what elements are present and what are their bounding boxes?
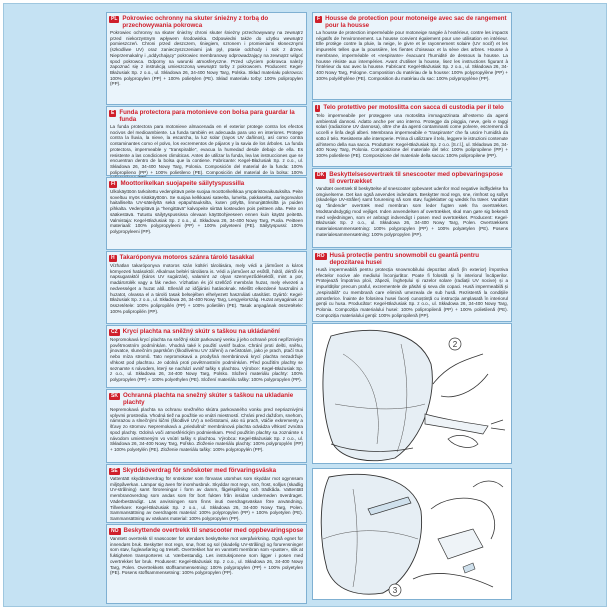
block-header — [107, 465, 306, 475]
illustration-panel-1 — [312, 323, 512, 464]
language-code-badge: E — [111, 110, 115, 116]
block-text: Nepremokavá plachta na ochranu snežného skútra parkovaného vonku pred nepriaznivými vplyvmi prostredia. Vhodná tiež na použitie vo vnútri miestností. Chráni pred dažďom, snehom, námrazou a slnečnými lúčmi (škodlivé UV) a nečistotami, ako sú prach, vtáčie exkrementy a šťavy zo stromov. Nepremokavá a „priedušná“ membránová plachta odvádza vlhkosť zvnútra spod plachty. Odolná voči atmosférickým podmienkam. Pred použitím plachty sa zoznámte s návodom umiestneným vo vnútri tašky s plachtou. Výrobca: Kegel-Błażusiak Sp. z o.o., ul. Składowa 26, 34-400 Nowy Targ, Poľsko. Zloženie materiálu plachty: 100% polypropylén (PP) + 100% polyetylén (PE). Zloženie materiálu tašky: 100% polypropylén (PP). — [110, 407, 303, 452]
language-block-h — [106, 251, 307, 324]
block-text: Vízhatlan takaróponyva motoros szán kültéri tárolására, mely védi a járművet a káros környezeti hatásoktól. Alkalmas beltéri tárolásra is. Védi a járművet az esőtől, hótól, dértől és napsugaraktól (káros UV sugárzás), valamint az olyan szennyeződésektől, mint a por, madárürülék vagy a fák nedve. Vízhatlan és jól szellőző membrán huzat, mely elvezeti a nedvességet a huzat alól. Ellenáll az időjárási hatásoknak. Mielőtt elkezdené használni a huzatot, olvassa el a tároló tasak belsejében elhelyezett használati utasítást. Gyártó: Kegel-Błażusiak Sp. z o.o., ul. Składowa 26, 34-400 Nowy Targ, Lengyelország. Huzat anyagának az összetétele: 100% polipropilén (PP) + 100% polietilén (PE). Tasak anyagának összetétele: 100% polipropilén (PP). — [110, 263, 303, 314]
language-block-fi — [106, 177, 307, 250]
block-title: Beskyttelsesovertræk til snescooter med opbevaringspose til overtrækket — [329, 171, 503, 185]
language-block-e — [106, 106, 307, 176]
block-header — [107, 252, 306, 262]
covered-snowmobile-drawing — [323, 330, 432, 460]
language-code-badge: PL — [111, 16, 118, 22]
block-text: Husă impermeabilă pentru protecția snowmobilului depozitat afară (în exterior) împotriva efectelor nocive ale mediului înconjurător. Poate fi folosită și în interiorul încăperilor. Protejează împotriva ploii, zăpezii, înghețului și razelor solare (radiații UV nocive) și a impurităților precum praful, excrementele de păsări și seva din copaci. Husă impermeabilă și „respirabilă” cu membrană care elimină umezeala de sub husă. Rezistentă la condițiile atmosferice. Înainte de folosirea husei faceți cunoștință cu instrucția amplasată în interiorul genții cu husa. Producător: Kegel-Błażusiak Sp. z o.o., ul. Składowa 26, 34-400 Nowy Targ, Polonia. Compoziția materialului husei: 100% polipropilenă (PP) + 100% polietilenă (PE). Compoziția materialului genții: 100% polipropilenă (PP). — [316, 267, 508, 318]
language-code-badge: FI — [111, 181, 116, 187]
block-text: La housse de protection imperméable pour motoneige rangée à l’extérieur, contre les impacts négatifs de l’environnement. La housse convient également pour une utilisation en intérieur. Elle protège contre la pluie, la neige, le givre et le rayonnement solaire (UV nocif) et les impuretés telles que la poussière, les fientes d’oiseaux et la sève des arbres. Housse à membrane, imperméable et «respirante» évacuant l’humidité de dessous la housse. La housse résiste aux intempéries. Avant d’utiliser la housse, lisez les instructions figurant à l’intérieur du sac avec la housse. Fabricant: Kegel-Błażusiak Sp. z o.o., ul. Składowa 26, 34-400 Nowy Targ, Pologne. Composition du matériau de la housse: 100% polypropylène (PP) + 100% polyéthylène (PE). Composition du matériau du sac: 100% polypropylène (PP). — [316, 30, 508, 81]
block-header — [107, 178, 306, 188]
language-block-pl — [106, 12, 307, 105]
language-block-cz — [106, 325, 307, 388]
language-code-badge: SE — [111, 468, 118, 474]
block-text: Vandtæt overtræk til beskyttelse af snescooter opbevaret udenfor mod negative indflydelse fra omgivelserne. Det kan også anvendes indendørs. Beskytter mod regn, sne, rimfrost og sollys (skadelige UV-stråler) samt forurening så som støv, fugleklatter og vædsk fra træer. Vandtæt og ”åndende” overtræk med membran som leder fugten væk fra overtrækket. Modstandsdygtig mod vejliget. Inden anvendelsen af overtrækket, skal man gøre sig bekendt med vejledningen, som er anbragt indvendigt i posen med overtrækket. Producent: Kegel-Błażusiak Sp. z o.o., ul. Składowa 26, 34-400 Nowy Targ, Polen. Overtrækkets materialesammensætning: 100% polypropylen (PP) + 100% polyætylen (PE). Posens materialesammensætning: 100% polypropylen (PP). — [316, 186, 508, 237]
language-code-badge: CZ — [111, 329, 118, 335]
language-code-badge: F — [317, 16, 321, 22]
block-header — [313, 250, 511, 266]
block-title: Beskyttende overtrekk til snøscooter med oppbevaringspose — [123, 527, 304, 534]
block-header — [313, 13, 511, 29]
block-text: Vanntett overtrekk til snøscooter for utendørs beskyttelse mot værpåvirkning. Også egnet for innendørs bruk. Beskytter mot regn, snø, frost og sol (skadelig UV-stråling) og forurensninger som støv, fugleavføring og treseft. Overtrekket har en vanntett membran som «puster», slik at fuktigheten transporteres ut. Værbestandig. Les instruksjonene som ligger i posen med overtrekket før bruk. Produsent: Kegel-Błażusiak Sp. z o.o., ul. Składowa 26, 34-400 Nowy Targ, Polen. Overtrekkets stoffsammensetning: 100% polypropylen (PP) + 100% polyetylen (PE). Posens stoffsammensetning: 100% polypropylen (PP). — [110, 536, 303, 576]
leaflet-sheet — [3, 3, 607, 607]
block-text: Vattentätt skyddsöverdrag för snöskoter som förvaras utomhus som skyddar mot ogynnsam miljöpåverkan. Lämpar sig även för inomhusbruk. Skyddar mot regn, snö, frost, solljus (skadlig UV-strålning) samt föroreningar i form av damm, fågelspillning och trädkåda. Vattentätt membranöverdrag som andas som för bort fukten från insidan underneden överdraget. Väderbeständigt. Läs anvisningen som finns inuti överdragsväskan före användning. Tillverkare: Kegel-Błażusiak Sp. z o.o., ul. Składowa 26, 34-400 Nowy Targ, Polen. Sammansättning av överdragets material: 100% polypropylen (PP) + 100% polyetylen (PE). Sammansättning av väskans material: 100% polypropylen (PP). — [110, 476, 303, 521]
cover-strap-drawing — [321, 474, 503, 594]
block-text: Telo impermeabile per proteggere una motoslitta immagazzinata all’esterno da agenti ambientali dannosi. Adatto anche per uso interno. Protegge da pioggia, neve, gelo e raggi solari (radiazione UV dannosa), oltre che da agenti contaminanti come polvere, escrementi di uccelli e linfa degli alberi. Membrana impermeabile e “traspirante” che fa uscire l’umidità da sotto il telo. Resistente alle intemperie. Prima di utilizzare il telo, leggere le istruzioni contenute all’interno della sua sacca. Produttore: Kegel-Błażusiak Sp. z o.o. [S.r.l.], ul. Składowa 26, 34-400 Nowy Targ, Polonia. Composizione del materiale del telo: 100% polipropilene (PP) + 100% polietilene (PE). Composizione del materiale della sacca: 100% polipropilene (PP). — [316, 113, 508, 158]
illustration-panel-1-svg — [313, 324, 513, 465]
block-title: Moottorikelkan suojapeite säilytyspussilla — [120, 180, 245, 187]
illustration-panel-2-svg — [313, 469, 513, 601]
block-title: Husă protecție pentru snowmobil cu geantă pentru depozitarea husei — [329, 252, 480, 266]
step-2-label: 2 — [452, 340, 458, 349]
block-header — [107, 13, 306, 29]
language-block-se — [106, 464, 307, 523]
block-text: Nepromokavá krycí plachta na sněžný skútr parkovaný venku ji jeho ochrané proti nepříznivým povětrnostním podmínkám. Vhodná také k použití uvnitř budov. Chrání proti dešti, sněhu, jinovatce, slunečním paprskům (škodlivému UV záření) a nečistotám, jako je prach, ptačí trus nebo míza stromů. Tato nepromokavá a prodyšná membránová krycí plachta nezadržuje vlhkost pod plachtou. Je odolná proti povětrnostním podmínkám. Před použitím plachty se seznamte s návodem, který se nachází uvnitř tašky s plachtou. Výrobce: Kegel-Błażusiak Sp. z o.o., ul. Składowa 26, 34-400 Nowy Targ, Polsko. Složení materiálu plachty: 100% polypropylen (PP) + 100% polyethylen (PE). Složení materiálu tašky: 100% polypropylen (PP). — [110, 337, 303, 382]
language-block-no — [106, 524, 307, 604]
block-title: Krycí plachta na sněžný skútr s taškou na ukládanění — [122, 328, 280, 335]
language-block-dk — [312, 168, 512, 248]
language-code-badge: SK — [111, 393, 118, 399]
block-text: Pokrowiec ochronny na skuter śnieżny chroni skuter śnieżny przechowywany na zewnątrz przed niekorzystnym wpływem środowiska. Odpowiedni także do użytku wewnątrz pomieszczeń. Chroni przed deszczem, śniegiem, szronem i promieniami słonecznymi (szkodliwe UV) oraz zanieczyszczeniami jak pył, ptasie odchody i sok z drzew. Nieprzemakalny i „oddychający” pokrowiec membranowy odprowadzający na zewnątrz wilgoć spod pokrowca. Odporny na warunki atmosferyczne. Przed użyciem pokrowca należy zapoznać się z instrukcją umieszczoną wewnątrz torby z pokrowcem. Producent: Kegel-Błażusiak Sp. z o.o., ul. Składowa 26, 34-400 Nowy Targ, Polska. Skład materiału pokrowca: 100% polypropylen (PP) + 100% polietylen (PE). Skład materiału torby: 100% polipropylen (PP). — [110, 30, 303, 87]
language-code-badge: NO — [111, 528, 119, 534]
language-code-badge: I — [317, 105, 319, 111]
language-code-badge: RO — [317, 253, 325, 259]
block-text: Ulkokäyttöön tarkoitettu vedenpitävä peite suojaa moottorikelkkaa ympäristövaikutuksilta. Peite soveltuu myös sisäkäyttöön. Se suojaa kelkkaasi sateelta, lumelta, pakkaselta, auringonvalon haitalliselta UV-säteilyltä sekä epäpuhtauksilta, kuten pölyltä, linnunjätöksiltä ja puiden pihkalta. Vedenpitävä ja ”hengittävä” kalvopeite siirtää kosteuden pois peitteen alta. Peite on sääkestävä. Tutustu säilytyspussissa olevaan käyttöohjeeseen ennen kuin käytät peitettä. Valmistaja: Kegel-Błażusiak Sp. z o.o., ul. Składowa 26, 34-400 Nowy Targ, Puola. Peitteen materiaali: 100% polypropyleeni (PP) + 100% polyeteeni (PE). Säilytyspussi: 100% polypropyleeni (PP). — [110, 189, 303, 234]
block-header — [107, 390, 306, 406]
block-title: Telo protettivo per motoslitta con sacca di custodia per il telo — [323, 104, 504, 111]
step-2-drawing — [425, 338, 505, 447]
language-block-sk — [106, 389, 307, 463]
language-block-i — [312, 101, 512, 167]
language-code-badge: DK — [317, 172, 325, 178]
block-text: La funda protectora para motonieve almacenada en el exterior protege contra los efectos nocivos del medioambiente. La funda también es adecuada para uso en interiores. Protege contra la lluvia, la nieve, la escarcha, la luz solar (rayos UV dañinos), así como contra contaminantes como el polvo, los excrementos de pájaros y la savia de los árboles. La funda protectora, impermeable y “transpirable”, evacua la humedad desde debajo de ella. Es resistente a las condiciones climáticas. Antes de utilizar la funda, lea las instrucciones que se encuentran dentro de la bolsa que la contiene. Fabricante: Kegel-Błażusiak Sp. z o.o., ul. Składowa 26, 34-400 Nowy Targ, Polonia. Composición del material de la funda: 100% polipropileno (PP) + 100% polietileno (PE). Composición del material de la bolsa: 100% — [110, 124, 303, 175]
step-3-label: 3 — [392, 586, 398, 595]
block-title: Ochranná plachta na snežný skúter s taškou na ukladanie plachty — [122, 392, 294, 406]
block-header — [313, 169, 511, 185]
block-header — [107, 107, 306, 123]
language-block-f — [312, 12, 512, 100]
block-header — [313, 102, 511, 112]
language-block-ro — [312, 249, 512, 322]
block-title: Takaróponyva motoros szánra tároló tasakkal — [119, 254, 254, 261]
block-title: Skyddsöverdrag för snöskoter med förvaringsväska — [122, 467, 277, 474]
block-title: Pokrowiec ochronny na skuter śnieżny z torbą do przechowywania pokrowca — [122, 15, 269, 29]
block-header — [107, 525, 306, 535]
block-header — [107, 326, 306, 336]
block-title: Housse de protection pour motoneige avec sac de rangement pour la housse — [325, 15, 507, 29]
illustration-panel-2 — [312, 468, 512, 600]
language-code-badge: H — [111, 255, 115, 261]
block-title: Funda protectora para motonieve con bolsa para guardar la funda — [119, 109, 295, 123]
